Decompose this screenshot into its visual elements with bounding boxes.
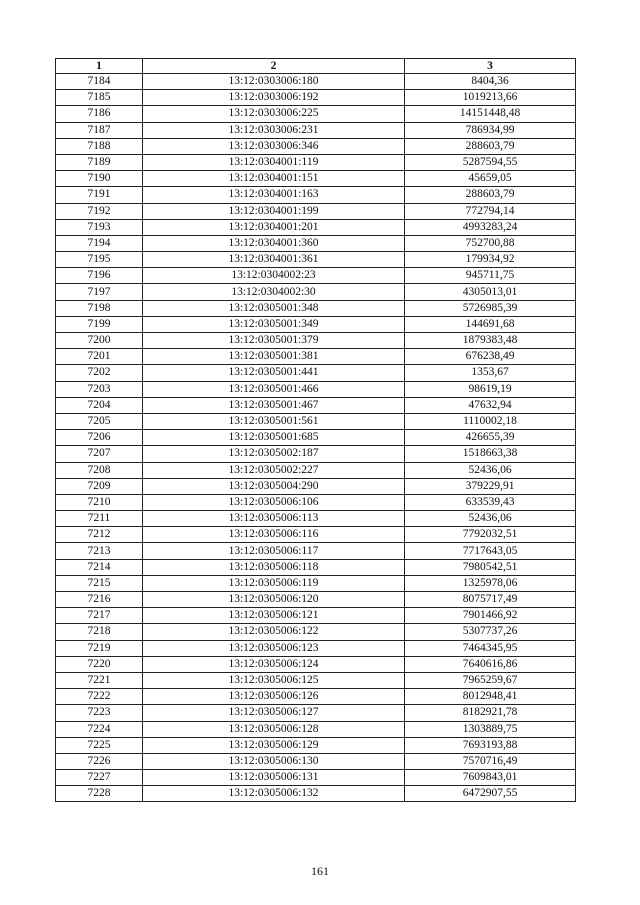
table-row [56,494,576,510]
table-row [56,559,576,575]
value-cell: 7693193,88 [405,737,576,753]
value-cell: 8075717,49 [405,592,576,608]
table-row [56,252,576,268]
column-header-3: 3 [405,59,576,74]
table-row [56,624,576,640]
row-number-cell: 7209 [56,478,143,494]
value-cell: 52436,06 [405,462,576,478]
row-number-cell: 7208 [56,462,143,478]
table-row [56,462,576,478]
page-number: 161 [311,864,329,878]
cadastral-number-cell: 13:12:0303006:346 [143,138,405,154]
cadastral-number-cell: 13:12:0304002:23 [143,268,405,284]
cadastral-number-cell: 13:12:0305006:131 [143,770,405,786]
value-cell: 6472907,55 [405,786,576,802]
cadastral-number-cell: 13:12:0303006:192 [143,90,405,106]
cadastral-number-cell: 13:12:0305006:116 [143,527,405,543]
table-row [56,543,576,559]
row-number-cell: 7187 [56,122,143,138]
cadastral-number-cell: 13:12:0305006:106 [143,494,405,510]
header-row [56,59,576,74]
value-cell: 7464345,95 [405,640,576,656]
value-cell: 633539,43 [405,494,576,510]
value-cell: 4305013,01 [405,284,576,300]
value-cell: 5726985,39 [405,300,576,316]
cadastral-number-cell: 13:12:0305006:126 [143,689,405,705]
row-number-cell: 7226 [56,753,143,769]
cadastral-number-cell: 13:12:0303006:225 [143,106,405,122]
table-row [56,154,576,170]
row-number-cell: 7219 [56,640,143,656]
value-cell: 8012948,41 [405,689,576,705]
value-cell: 7570716,49 [405,753,576,769]
cadastral-number-cell: 13:12:0305006:120 [143,592,405,608]
table-header [56,59,576,74]
cadastral-number-cell: 13:12:0305006:128 [143,721,405,737]
row-number-cell: 7184 [56,74,143,90]
cadastral-number-cell: 13:12:0303006:180 [143,74,405,90]
value-cell: 1325978,06 [405,575,576,591]
row-number-cell: 7196 [56,268,143,284]
value-cell: 144691,68 [405,316,576,332]
cadastral-number-cell: 13:12:0305001:466 [143,381,405,397]
value-cell: 7640616,86 [405,656,576,672]
value-cell: 8404,36 [405,74,576,90]
row-number-cell: 7223 [56,705,143,721]
row-number-cell: 7218 [56,624,143,640]
cadastral-number-cell: 13:12:0305001:685 [143,430,405,446]
value-cell: 5307737,26 [405,624,576,640]
value-cell: 7792032,51 [405,527,576,543]
cadastral-number-cell: 13:12:0305006:117 [143,543,405,559]
table-row [56,235,576,251]
value-cell: 179934,92 [405,252,576,268]
table-row [56,689,576,705]
row-number-cell: 7211 [56,511,143,527]
table-row [56,478,576,494]
cadastral-number-cell: 13:12:0305006:132 [143,786,405,802]
row-number-cell: 7190 [56,171,143,187]
cadastral-number-cell: 13:12:0305004:290 [143,478,405,494]
cadastral-number-cell: 13:12:0305006:118 [143,559,405,575]
cadastral-number-cell: 13:12:0304001:119 [143,154,405,170]
table-row [56,300,576,316]
row-number-cell: 7192 [56,203,143,219]
table-row [56,138,576,154]
row-number-cell: 7217 [56,608,143,624]
cadastral-number-cell: 13:12:0305001:467 [143,397,405,413]
value-cell: 379229,91 [405,478,576,494]
table-row [56,446,576,462]
cadastral-number-cell: 13:12:0305006:123 [143,640,405,656]
table-row [56,608,576,624]
data-table-container [55,58,575,802]
value-cell: 7901466,92 [405,608,576,624]
row-number-cell: 7221 [56,672,143,688]
row-number-cell: 7214 [56,559,143,575]
value-cell: 14151448,48 [405,106,576,122]
table-row [56,430,576,446]
value-cell: 45659,05 [405,171,576,187]
cadastral-number-cell: 13:12:0305001:441 [143,365,405,381]
cadastral-number-cell: 13:12:0303006:231 [143,122,405,138]
cadastral-number-cell: 13:12:0305001:349 [143,316,405,332]
cadastral-number-cell: 13:12:0304001:201 [143,219,405,235]
row-number-cell: 7195 [56,252,143,268]
row-number-cell: 7225 [56,737,143,753]
row-number-cell: 7189 [56,154,143,170]
table-row [56,575,576,591]
value-cell: 7609843,01 [405,770,576,786]
row-number-cell: 7199 [56,316,143,332]
value-cell: 5287594,55 [405,154,576,170]
row-number-cell: 7202 [56,365,143,381]
cadastral-number-cell: 13:12:0304001:163 [143,187,405,203]
value-cell: 7717643,05 [405,543,576,559]
row-number-cell: 7200 [56,333,143,349]
cadastral-number-cell: 13:12:0305002:187 [143,446,405,462]
cadastral-number-cell: 13:12:0305006:130 [143,753,405,769]
table-row [56,171,576,187]
cadastral-number-cell: 13:12:0305006:129 [143,737,405,753]
value-cell: 676238,49 [405,349,576,365]
value-cell: 426655,39 [405,430,576,446]
value-cell: 786934,99 [405,122,576,138]
value-cell: 1879383,48 [405,333,576,349]
row-number-cell: 7213 [56,543,143,559]
cadastral-number-cell: 13:12:0305002:227 [143,462,405,478]
table-row [56,333,576,349]
row-number-cell: 7227 [56,770,143,786]
cadastral-number-cell: 13:12:0305006:124 [143,656,405,672]
table-row [56,397,576,413]
table-row [56,770,576,786]
table-row [56,721,576,737]
cadastral-number-cell: 13:12:0305006:125 [143,672,405,688]
row-number-cell: 7210 [56,494,143,510]
row-number-cell: 7224 [56,721,143,737]
value-cell: 47632,94 [405,397,576,413]
table-row [56,527,576,543]
cadastral-number-cell: 13:12:0305006:122 [143,624,405,640]
row-number-cell: 7194 [56,235,143,251]
table-row [56,122,576,138]
cadastral-number-cell: 13:12:0305006:121 [143,608,405,624]
row-number-cell: 7185 [56,90,143,106]
value-cell: 7980542,51 [405,559,576,575]
row-number-cell: 7198 [56,300,143,316]
value-cell: 1303889,75 [405,721,576,737]
value-cell: 752700,88 [405,235,576,251]
column-header-2: 2 [143,59,405,74]
table-row [56,511,576,527]
value-cell: 1518663,38 [405,446,576,462]
value-cell: 945711,75 [405,268,576,284]
row-number-cell: 7206 [56,430,143,446]
table-row [56,203,576,219]
cadastral-number-cell: 13:12:0304001:199 [143,203,405,219]
table-row [56,672,576,688]
cadastral-number-cell: 13:12:0305006:119 [143,575,405,591]
table-row [56,786,576,802]
cadastral-number-cell: 13:12:0305001:381 [143,349,405,365]
table-row [56,187,576,203]
table-row [56,106,576,122]
column-header-1: 1 [56,59,143,74]
data-table [55,58,576,802]
table-row [56,349,576,365]
row-number-cell: 7204 [56,397,143,413]
table-row [56,268,576,284]
value-cell: 7965259,67 [405,672,576,688]
table-row [56,284,576,300]
cadastral-number-cell: 13:12:0305001:379 [143,333,405,349]
row-number-cell: 7207 [56,446,143,462]
table-row [56,656,576,672]
table-row [56,640,576,656]
cadastral-number-cell: 13:12:0304001:151 [143,171,405,187]
table-row [56,737,576,753]
table-row [56,381,576,397]
row-number-cell: 7193 [56,219,143,235]
row-number-cell: 7186 [56,106,143,122]
value-cell: 8182921,78 [405,705,576,721]
value-cell: 1019213,66 [405,90,576,106]
table-row [56,592,576,608]
row-number-cell: 7212 [56,527,143,543]
cadastral-number-cell: 13:12:0305001:348 [143,300,405,316]
row-number-cell: 7205 [56,413,143,429]
table-row [56,90,576,106]
row-number-cell: 7201 [56,349,143,365]
cadastral-number-cell: 13:12:0305001:561 [143,413,405,429]
table-body [56,74,576,802]
row-number-cell: 7197 [56,284,143,300]
row-number-cell: 7228 [56,786,143,802]
table-row [56,753,576,769]
row-number-cell: 7215 [56,575,143,591]
value-cell: 98619,19 [405,381,576,397]
row-number-cell: 7191 [56,187,143,203]
row-number-cell: 7220 [56,656,143,672]
table-row [56,705,576,721]
cadastral-number-cell: 13:12:0305006:113 [143,511,405,527]
table-row [56,365,576,381]
value-cell: 1110002,18 [405,413,576,429]
value-cell: 1353,67 [405,365,576,381]
value-cell: 4993283,24 [405,219,576,235]
row-number-cell: 7188 [56,138,143,154]
value-cell: 288603,79 [405,138,576,154]
table-row [56,316,576,332]
row-number-cell: 7222 [56,689,143,705]
cadastral-number-cell: 13:12:0304001:361 [143,252,405,268]
value-cell: 288603,79 [405,187,576,203]
value-cell: 772794,14 [405,203,576,219]
row-number-cell: 7203 [56,381,143,397]
cadastral-number-cell: 13:12:0304002:30 [143,284,405,300]
table-row [56,74,576,90]
table-row [56,413,576,429]
table-row [56,219,576,235]
value-cell: 52436,06 [405,511,576,527]
cadastral-number-cell: 13:12:0304001:360 [143,235,405,251]
cadastral-number-cell: 13:12:0305006:127 [143,705,405,721]
row-number-cell: 7216 [56,592,143,608]
